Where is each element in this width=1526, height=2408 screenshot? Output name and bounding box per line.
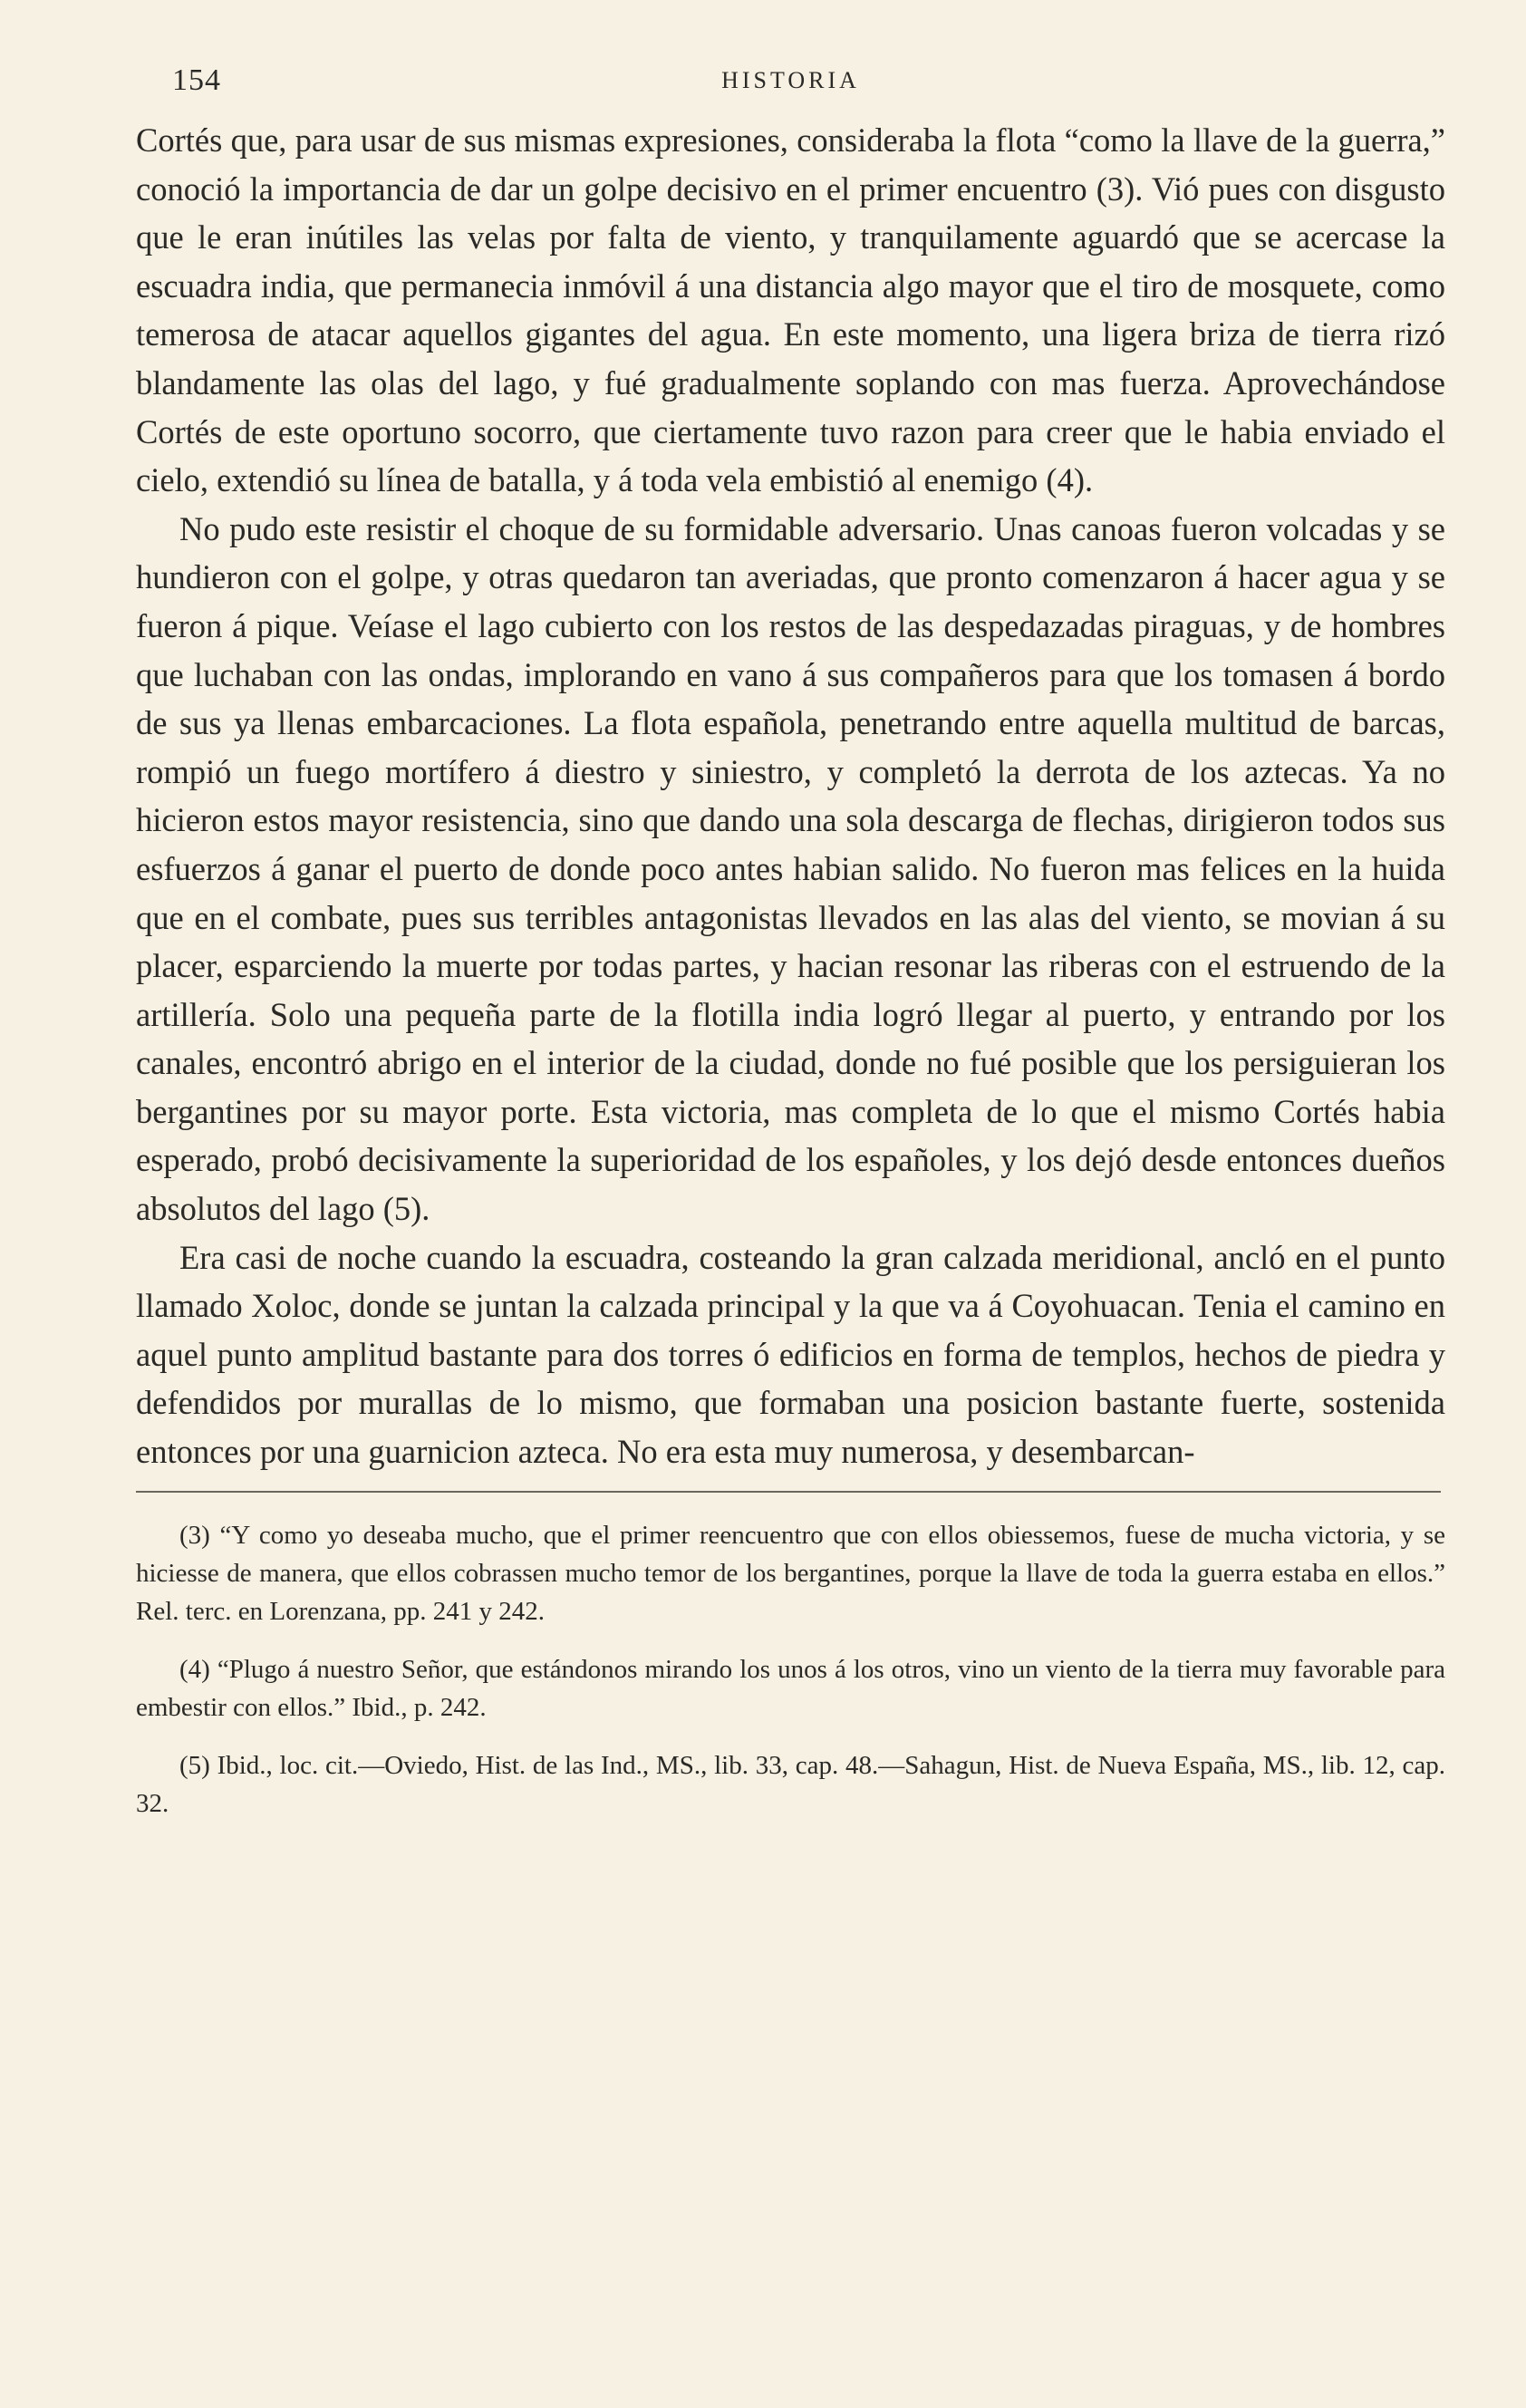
- paragraph: Cortés que, para usar de sus mismas expresiones, consideraba la flota “como la llave de la guerra,” conoció la importancia de dar un golpe decisivo en el primer encuentro (3). Vió pues con disgusto que le eran inútiles las velas por falta de viento, y tranquilamente aguardó que se acercase la escuadra india, que permanecia inmóvil á una distancia algo mayor que el tiro de mosquete, como temerosa de atacar aquellos gigantes del agua. En este momento, una ligera briza de tierra rizó blandamente las olas del lago, y fué gradualmente soplando con mas fuerza. Aprovechándose Cortés de este oportuno socorro, que ciertamente tuvo razon para creer que le habia enviado el cielo, extendió su línea de batalla, y á toda vela embistió al enemigo (4).: [136, 121, 1445, 499]
- book-page: [136, 63, 1445, 1842]
- footnote-3: (3) “Y como yo deseaba mucho, que el primer reencuentro que con ellos obiessemos, fuese de mucha victoria, y se hiciesse de manera, que ellos cobrassen mucho temor de los bergantines, porque la llave de toda la guerra estaba en ellos.” Rel. terc. en Lorenzana, pp. 241 y 242.: [136, 1520, 1445, 1626]
- footnote-5: (5) Ibid., loc. cit.—Oviedo, Hist. de las Ind., MS., lib. 33, cap. 48.—Sahagun, Hist. de Nueva España, MS., lib. 12, cap. 32.: [136, 1750, 1445, 1818]
- footnote-divider: [136, 1491, 1441, 1493]
- body-text: [136, 116, 1445, 1476]
- paragraph: Era casi de noche cuando la escuadra, costeando la gran calzada meridional, ancló en el punto llamado Xoloc, donde se juntan la calzada principal y la que va á Coyohuacan. Tenia el camino en aquel punto amplitud bastante para dos torres ó edificios en forma de templos, hechos de piedra y defendidos por murallas de lo mismo, que formaban una posicion bastante fuerte, sostenida entonces por una guarnicion azteca. No era esta muy numerosa, y desembarcan-: [136, 1238, 1445, 1471]
- running-title: HISTORIA: [721, 67, 860, 93]
- footnotes: [136, 1516, 1445, 1823]
- page-number: 154: [172, 63, 221, 97]
- running-head: [136, 63, 1445, 116]
- paragraph: No pudo este resistir el choque de su formidable adversario. Unas canoas fueron volcadas y se hundieron con el golpe, y otras quedaron tan averiadas, que pronto comenzaron á hacer agua y se fueron á pique. Veíase el lago cubierto con los restos de las despedazadas piraguas, y de hombres que luchaban con las ondas, implorando en vano á sus compañeros para que los tomasen á bordo de sus ya llenas embarcaciones. La flota española, penetrando entre aquella multitud de barcas, rompió un fuego mortífero á diestro y siniestro, y completó la derrota de los aztecas. Ya no hicieron estos mayor resistencia, sino que dando una sola descarga de flechas, dirigieron todos sus esfuerzos á ganar el puerto de donde poco antes habian salido. No fueron mas felices en la huida que en el combate, pues sus terribles antagonistas llevados en las alas del viento, se movian á su placer, esparciendo la muerte por todas partes, y hacian resonar las riberas con el estruendo de la artillería. Solo una pequeña parte de la flotilla india logró llegar al puerto, y entrando por los canales, encontró abrigo en el interior de la ciudad, donde no fué posible que los persiguieran los bergantines por su mayor porte. Esta victoria, mas completa de lo que el mismo Cortés habia esperado, probó decisivamente la superioridad de los españoles, y los dejó desde entonces dueños absolutos del lago (5).: [136, 509, 1445, 1228]
- footnote-4: (4) “Plugo á nuestro Señor, que estándonos mirando los unos á los otros, vino un viento de la tierra muy favorable para embestir con ellos.” Ibid., p. 242.: [136, 1654, 1445, 1722]
